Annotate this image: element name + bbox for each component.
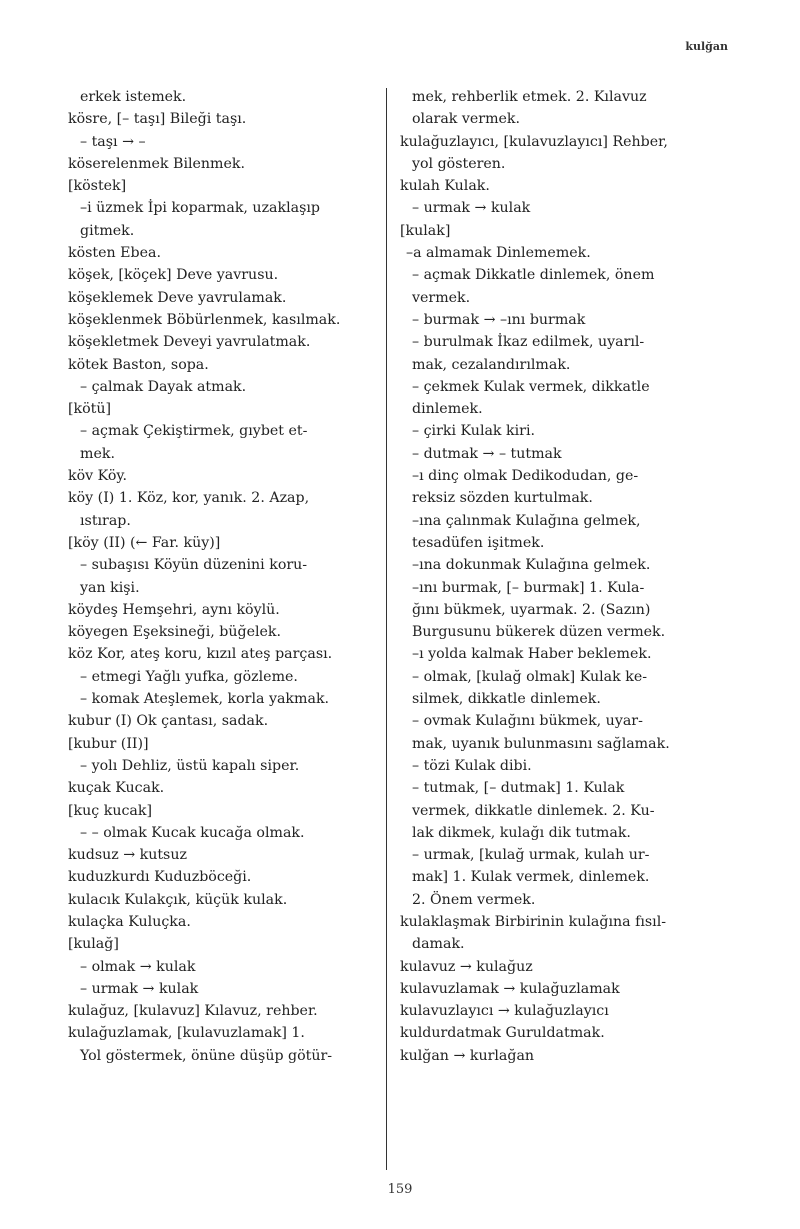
dictionary-line: kulaklaşmak Birbirinin kulağına fısıl- [400,913,667,930]
dictionary-line: – tutmak, [– dutmak] 1. Kulak [412,780,625,797]
dictionary-line: vermek. [412,289,471,306]
dictionary-line: köşeklenmek Böbürlenmek, kasılmak. [68,311,341,328]
dictionary-line: kubur (I) Ok çantası, sadak. [68,713,269,730]
dictionary-line: köşek, [köçek] Deve yavrusu. [68,267,279,284]
dictionary-line: –ını burmak, [– burmak] 1. Kula- [412,579,645,596]
dictionary-line: kulah Kulak. [400,178,490,195]
dictionary-line: kulavuzlamak → kulağuzlamak [400,980,620,997]
dictionary-line: – urmak → kulak [80,980,199,997]
dictionary-line: kuduzkurdı Kuduzböceği. [68,869,252,886]
dictionary-line: – dutmak → – tutmak [412,445,562,462]
dictionary-line: – olmak, [kulağ olmak] Kulak ke- [412,668,648,685]
dictionary-line: köyegen Eşeksineği, büğelek. [68,624,282,641]
dictionary-line: köz Kor, ateş koru, kızıl ateş parçası. [68,646,333,663]
dictionary-line: [kulağ] [68,936,119,953]
dictionary-line: [köstek] [68,178,127,195]
dictionary-line: kulacık Kulakçık, küçük kulak. [68,891,288,908]
dictionary-line: kösre, [– taşı] Bileği taşı. [68,111,247,128]
right-column [400,86,726,1067]
dictionary-line: – tözi Kulak dibi. [412,757,532,774]
dictionary-line: – komak Ateşlemek, korla yakmak. [80,691,330,708]
dictionary-line: kösten Ebea. [68,245,161,262]
dictionary-line: ğını bükmek, uyarmak. 2. (Sazın) [412,601,651,618]
dictionary-line: – – olmak Kucak kucağa olmak. [80,824,305,841]
dictionary-line: kulavuz → kulağuz [400,958,533,975]
dictionary-line: damak. [412,936,465,953]
dictionary-line: kulağuz, [kulavuz] Kılavuz, rehber. [68,1003,318,1020]
dictionary-line: – subaşısı Köyün düzenini koru- [80,557,308,574]
dictionary-line: – taşı → – [80,133,146,150]
dictionary-line: – burmak → –ını burmak [412,311,586,328]
dictionary-line: gitmek. [80,222,135,239]
column-divider [386,88,387,1170]
dictionary-line: köydeş Hemşehri, aynı köylü. [68,601,280,618]
dictionary-line: – çalmak Dayak atmak. [80,378,247,395]
dictionary-line: – olmak → kulak [80,958,196,975]
dictionary-line: reksiz sözden kurtulmak. [412,490,593,507]
dictionary-line: kulavuzlayıcı → kulağuzlayıcı [400,1003,609,1020]
dictionary-line: köv Köy. [68,468,128,485]
dictionary-line: – burulmak İkaz edilmek, uyarıl- [412,334,645,351]
dictionary-line: – urmak → kulak [412,200,531,217]
dictionary-line: dinlemek. [412,401,483,418]
dictionary-line: 2. Önem vermek. [412,891,536,908]
dictionary-line: köy (I) 1. Köz, kor, yanık. 2. Azap, [68,490,310,507]
left-column [68,86,380,1067]
dictionary-line: – etmegi Yağlı yufka, gözleme. [80,668,298,685]
page-number: 159 [387,1182,413,1197]
dictionary-line: erkek istemek. [80,89,187,105]
dictionary-line: vermek, dikkatle dinlemek. 2. Ku- [412,802,655,819]
dictionary-line: ıstırap. [80,512,131,529]
dictionary-line: Yol göstermek, önüne düşüp götür- [80,1047,333,1064]
dictionary-line: tesadüfen işitmek. [412,534,545,551]
dictionary-line: kulağuzlayıcı, [kulavuzlayıcı] Rehber, [400,133,668,150]
dictionary-line: kulğan → kurlağan [400,1047,535,1064]
dictionary-line: –a almamak Dinlememek. [406,245,591,262]
dictionary-line: yol gösteren. [412,155,506,172]
dictionary-line: – açmak Dikkatle dinlemek, önem [412,267,655,284]
dictionary-line: kuldurdatmak Guruldatmak. [400,1025,605,1042]
dictionary-line: – çirki Kulak kiri. [412,423,536,440]
dictionary-line: – çekmek Kulak vermek, dikkatle [412,378,650,395]
running-head: kulğan [685,40,728,53]
dictionary-line: –i üzmek İpi koparmak, uzaklaşıp [80,200,320,217]
dictionary-line: mek, rehberlik etmek. 2. Kılavuz [412,89,647,105]
dictionary-line: [kubur (II)] [68,735,149,752]
dictionary-line: [kötü] [68,401,112,418]
dictionary-line: mak, uyanık bulunmasını sağlamak. [412,735,670,752]
dictionary-line: yan kişi. [80,579,140,596]
dictionary-line: [kulak] [400,222,451,239]
dictionary-line: Burgusunu bükerek düzen vermek. [412,624,666,641]
dictionary-line: kulağuzlamak, [kulavuzlamak] 1. [68,1025,305,1042]
dictionary-line: kulaçka Kuluçka. [68,913,191,930]
dictionary-line: olarak vermek. [412,111,521,128]
dictionary-line: mak, cezalandırılmak. [412,356,571,373]
dictionary-line: kuçak Kucak. [68,780,165,797]
dictionary-line: [kuç kucak] [68,802,152,819]
dictionary-line: – ovmak Kulağını bükmek, uyar- [412,713,643,730]
dictionary-line: kötek Baston, sopa. [68,356,209,373]
dictionary-line: – açmak Çekiştirmek, gıybet et- [80,423,308,440]
dictionary-line: –ı dinç olmak Dedikodudan, ge- [412,468,639,485]
dictionary-line: silmek, dikkatle dinlemek. [412,691,601,708]
dictionary-line: mak] 1. Kulak vermek, dinlemek. [412,869,650,886]
dictionary-line: –ına dokunmak Kulağına gelmek. [412,557,651,574]
dictionary-line: köşekletmek Deveyi yavrulatmak. [68,334,311,351]
dictionary-line: mek. [80,445,115,462]
dictionary-line: [köy (II) (← Far. küy)] [68,534,221,551]
dictionary-line: köserelenmek Bilenmek. [68,155,246,172]
dictionary-line: – yolı Dehliz, üstü kapalı siper. [80,757,300,774]
dictionary-line: –ı yolda kalmak Haber beklemek. [412,646,652,663]
dictionary-line: köşeklemek Deve yavrulamak. [68,289,287,306]
dictionary-line: lak dikmek, kulağı dik tutmak. [412,824,631,841]
dictionary-line: –ına çalınmak Kulağına gelmek, [412,512,641,529]
dictionary-line: kudsuz → kutsuz [68,847,187,864]
dictionary-line: – urmak, [kulağ urmak, kulah ur- [412,847,650,864]
